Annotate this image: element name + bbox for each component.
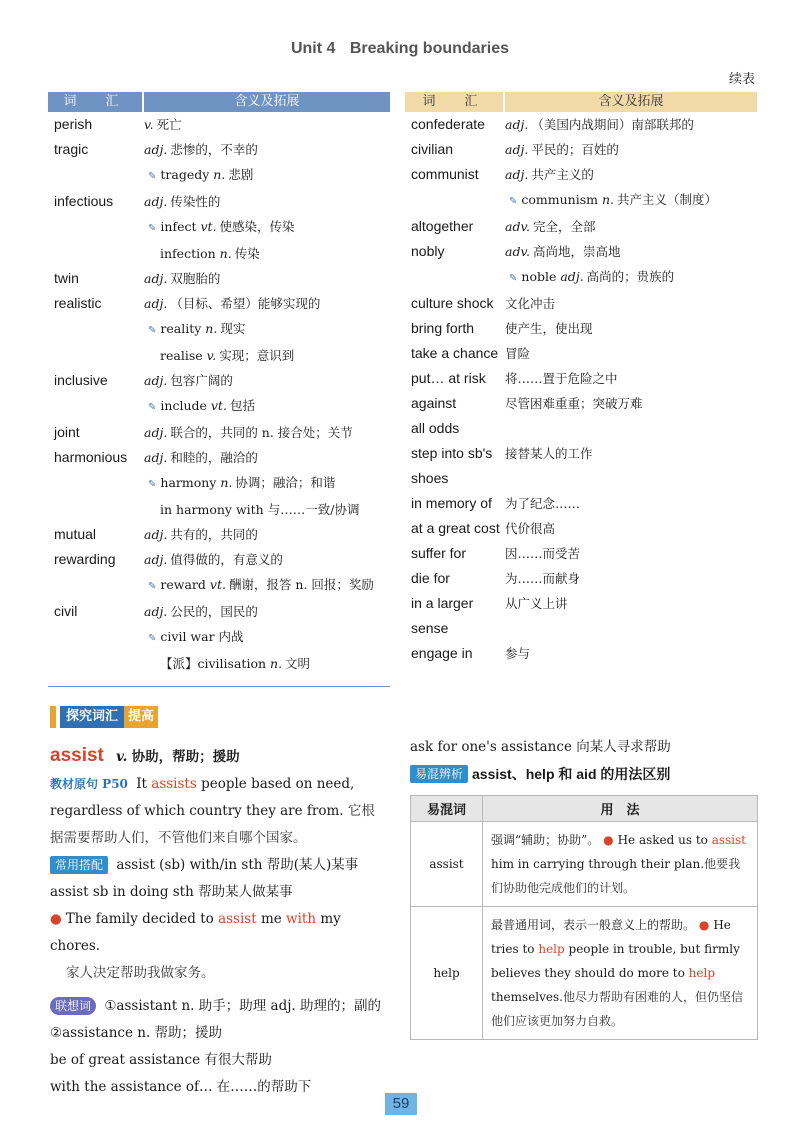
vocab-word: shoes [411, 470, 449, 486]
vocab-row [405, 566, 757, 591]
vocab-row [405, 441, 757, 466]
meaning-text: 酬谢，报答 n. 回报；奖励 [228, 577, 374, 592]
phrase-1: be of great assistance 有很大帮助 [50, 1052, 272, 1068]
meaning-text: 传染性的 [170, 194, 221, 209]
vocab-meaning [505, 441, 757, 466]
part-of-speech: n. [220, 475, 233, 490]
pencil-icon: ✎ [148, 223, 157, 234]
vocab-word: take a chance [411, 345, 499, 361]
vocab-word: nobly [411, 243, 445, 259]
vocab-table-header [48, 92, 390, 112]
collocation-tag: 常用搭配 [50, 856, 108, 874]
vocab-row [48, 291, 390, 316]
meaning-text: 共有的，共同的 [170, 527, 258, 542]
meaning-text: 文明 [285, 656, 311, 671]
vocab-row [405, 641, 757, 666]
vocab-row [48, 522, 390, 547]
vocab-word: step into sb's [411, 445, 493, 461]
vocab-row [48, 241, 390, 266]
vocab-row [405, 316, 757, 341]
vocab-meaning [505, 391, 757, 416]
part-of-speech: adj. [144, 373, 168, 388]
bullet-dot-icon: ● [599, 833, 614, 847]
meaning-text: 现实 [220, 321, 246, 336]
phrase-2: with the assistance of… 在……的帮助下 [50, 1079, 312, 1095]
usage-cell [483, 822, 758, 907]
vocab-word: suffer for [411, 545, 466, 561]
example-highlight: with [286, 911, 317, 927]
meaning-text: 高尚的；贵族的 [586, 269, 675, 284]
vocab-meaning [505, 264, 757, 291]
vocab-row [405, 291, 757, 316]
vocab-word: in memory of [411, 495, 492, 511]
vocab-word: at a great cost [411, 520, 500, 536]
vocab-table-body [48, 112, 390, 687]
vocab-word: communist [411, 166, 479, 182]
vocab-table-left [48, 92, 390, 687]
meaning-text: 内战 [218, 629, 244, 644]
part-of-speech: adv. [505, 219, 531, 234]
vocab-word: infectious [54, 193, 114, 209]
meaning-text: 悲剧 [228, 167, 254, 182]
part-of-speech: n. [601, 192, 615, 207]
vocab-row [48, 343, 390, 368]
association-tag: 联想词 [50, 997, 96, 1015]
meaning-text: 包容广阔的 [170, 373, 233, 388]
vocab-row [48, 368, 390, 393]
col-meaning-header: 含义及拓展 [598, 94, 664, 109]
vocab-row [48, 316, 390, 343]
meaning-text: 共产主义的 [531, 167, 594, 182]
vocab-meaning [144, 189, 390, 214]
vocab-word: harmonious [54, 449, 128, 465]
derived-word: reward [160, 577, 206, 592]
vocab-row [48, 497, 390, 522]
vocab-row [405, 516, 757, 541]
vocab-meaning [144, 651, 390, 676]
vocab-row [48, 112, 390, 137]
vocab-row [48, 393, 390, 420]
meaning-text: 文化冲击 [505, 296, 556, 311]
meaning-text: 因……而受苦 [505, 546, 581, 561]
table-row [411, 822, 758, 907]
vocab-row [405, 137, 757, 162]
vocab-row [48, 624, 390, 651]
vocab-word: inclusive [54, 372, 108, 388]
example-text: people in trouble, but firmly believes they should do more to [491, 942, 740, 980]
part-of-speech: vt. [210, 398, 227, 413]
meaning-text: 包括 [229, 398, 255, 413]
example-translation: 他尽力帮助有困难的人，但仍坚信他们应该更加努力自救。 [491, 990, 743, 1028]
vocab-meaning [505, 291, 757, 316]
vocab-meaning [505, 112, 757, 137]
meaning-text: 共产主义（制度） [617, 192, 718, 207]
col-header-word: 易混词 [411, 796, 483, 822]
meaning-text: （目标、希望）能够实现的 [170, 296, 321, 311]
part-of-speech: adj. [144, 296, 168, 311]
example-translation: 他要我们协助他完成他们的计划。 [491, 857, 741, 895]
bullet-dot-icon: ● [50, 911, 62, 927]
vocab-meaning [144, 214, 390, 241]
vocab-row [48, 599, 390, 624]
part-of-speech: n. [205, 321, 218, 336]
pencil-icon: ✎ [148, 633, 157, 644]
vocab-meaning [144, 470, 390, 497]
vocab-meaning [505, 187, 757, 214]
vocab-meaning [144, 241, 390, 266]
vocab-word: tragic [54, 141, 89, 157]
example-text: him in carrying through their plan. [491, 857, 705, 871]
example-text: me [256, 911, 287, 927]
vocab-word: joint [54, 424, 80, 440]
part-of-speech: v. [144, 117, 154, 132]
explore-right-column [410, 734, 760, 784]
source-tag: 教材原句 P50 [50, 777, 128, 791]
col-header-usage: 用 法 [483, 796, 758, 822]
collocation-2: assist sb in doing sth 帮助某人做某事 [50, 884, 293, 900]
meaning-text: 值得做的，有意义的 [170, 552, 283, 567]
headword-line [50, 742, 388, 771]
meaning-text: 和睦的，融洽的 [170, 450, 258, 465]
derived-word: reality [160, 321, 202, 336]
vocab-word: die for [411, 570, 450, 586]
meaning-text: 高尚地，崇高地 [533, 244, 621, 259]
vocab-word: altogether [411, 218, 474, 234]
confusable-word: help [411, 907, 483, 1040]
vocab-meaning [505, 591, 757, 616]
vocab-row [48, 420, 390, 445]
derived-word: infection [160, 246, 216, 261]
example-translation: 家人决定帮助我做家务。 [66, 965, 215, 981]
col-word-header: 词 汇 [405, 92, 505, 112]
part-of-speech: adj. [505, 117, 529, 132]
example-highlight: help [688, 966, 716, 980]
vocab-row [405, 491, 757, 516]
vocab-row [48, 651, 390, 676]
phrase-3: ask for one's assistance 向某人寻求帮助 [410, 739, 671, 755]
meaning-text: 使感染，传染 [219, 219, 295, 234]
vocab-row [405, 391, 757, 416]
vocab-meaning [505, 239, 757, 264]
meaning-text: 双胞胎的 [170, 271, 221, 286]
vocab-word: in a larger [411, 595, 474, 611]
vocab-meaning [505, 316, 757, 341]
derived-word: infect [160, 219, 197, 234]
vocab-table-header [405, 92, 757, 112]
derived-word: tragedy [160, 167, 210, 182]
vocab-meaning [144, 162, 390, 189]
vocab-row [405, 162, 757, 187]
page-title [0, 40, 800, 58]
vocab-row [405, 112, 757, 137]
vocab-meaning [505, 641, 757, 666]
vocab-row [405, 264, 757, 291]
meaning-text: （美国内战期间）南部联邦的 [531, 117, 694, 132]
meaning-text: 冒险 [505, 346, 531, 361]
pencil-icon: ✎ [509, 273, 518, 284]
vocab-row [405, 239, 757, 264]
derived-word: noble [521, 269, 557, 284]
vocab-meaning [505, 137, 757, 162]
vocab-word: realistic [54, 295, 102, 311]
collocation-1: assist (sb) with/in sth 帮助(某人)某事 [116, 857, 359, 873]
page-number: 59 [385, 1093, 417, 1115]
vocab-row [405, 366, 757, 391]
vocab-row [48, 572, 390, 599]
confusion-tag: 易混辨析 [410, 765, 468, 783]
banner-label: 探究词汇 [60, 706, 124, 728]
headword-meaning: 协助，帮助；援助 [131, 749, 240, 765]
vocab-word: put… at risk [411, 370, 486, 386]
meaning-text: 悲惨的，不幸的 [170, 142, 258, 157]
part-of-speech: adv. [505, 244, 531, 259]
vocab-table-right [405, 92, 757, 697]
vocab-meaning [144, 112, 390, 137]
vocab-meaning [505, 566, 757, 591]
vocab-word: rewarding [54, 551, 116, 567]
unit-label: Unit 4 [290, 40, 336, 57]
association-1: ①assistant n. 助手；助理 adj. 助理的；副的 [104, 998, 381, 1014]
meaning-text: 将……置于危险之中 [505, 371, 618, 386]
vocab-word: engage in [411, 645, 473, 661]
derived-word: communism [521, 192, 598, 207]
usage-cell [483, 907, 758, 1040]
part-of-speech: adj. [505, 167, 529, 182]
vocab-meaning [505, 214, 757, 239]
vocab-meaning [505, 541, 757, 566]
part-of-speech: adj. [144, 450, 168, 465]
part-of-speech: v. [206, 348, 217, 363]
meaning-text: 平民的；百姓的 [531, 142, 619, 157]
vocab-meaning [144, 572, 390, 599]
vocab-word: mutual [54, 526, 97, 542]
association-2: ②assistance n. 帮助；援助 [50, 1025, 223, 1041]
vocab-meaning [505, 162, 757, 187]
meaning-text: 为了纪念…… [505, 496, 581, 511]
confusion-title-line [410, 764, 760, 784]
part-of-speech: n. [219, 246, 232, 261]
vocab-word: twin [54, 270, 79, 286]
example-text: themselves. [491, 990, 563, 1004]
meaning-text: 传染 [234, 246, 260, 261]
vocab-word: sense [411, 620, 449, 636]
derived-word: civil war [160, 629, 215, 644]
vocab-meaning [505, 516, 757, 541]
part-of-speech: adj. [144, 604, 168, 619]
vocab-row [48, 266, 390, 291]
unit-title: Breaking boundaries [349, 40, 510, 57]
confusion-title: assist、help 和 aid 的用法区别 [472, 766, 671, 782]
part-of-speech: n. [270, 656, 283, 671]
usage-text: 强调“辅助；协助”。 [491, 833, 600, 847]
vocab-meaning [505, 341, 757, 366]
part-of-speech: adj. [144, 194, 168, 209]
derived-word: realise [160, 348, 203, 363]
vocab-meaning [144, 368, 390, 393]
vocab-meaning [144, 445, 390, 470]
vocab-row [405, 466, 757, 491]
source-text: people based on need, regardless of which country they are from. [50, 776, 355, 819]
meaning-text: 为……而献身 [505, 571, 581, 586]
vocab-row [48, 547, 390, 572]
meaning-text: 死亡 [156, 117, 182, 132]
headword: assist [50, 745, 104, 766]
part-of-speech: adj. [144, 142, 168, 157]
vocab-meaning [144, 316, 390, 343]
meaning-text: 代价很高 [505, 521, 556, 536]
association-line [50, 993, 388, 1020]
pencil-icon: ✎ [148, 581, 157, 592]
vocab-meaning [144, 624, 390, 651]
vocab-meaning [144, 266, 390, 291]
banner-label-level: 提高 [124, 706, 158, 728]
vocab-word: all odds [411, 420, 460, 436]
vocab-row [405, 214, 757, 239]
collocation-line [50, 852, 388, 879]
headword-pos: v. [116, 749, 128, 765]
derived-word: include [160, 398, 207, 413]
vocab-meaning [144, 343, 390, 368]
vocab-meaning [144, 137, 390, 162]
vocab-row [405, 541, 757, 566]
part-of-speech: adj. [144, 527, 168, 542]
vocab-row [48, 214, 390, 241]
vocab-row [48, 470, 390, 497]
example-highlight: help [538, 942, 565, 956]
vocab-meaning [144, 599, 390, 624]
vocab-meaning [144, 291, 390, 316]
vocab-row [405, 187, 757, 214]
meaning-text: 使产生，使出现 [505, 321, 593, 336]
vocab-meaning [144, 547, 390, 572]
vocab-meaning [505, 491, 757, 516]
example-text: The family decided to [65, 911, 219, 927]
table-row [411, 907, 758, 1040]
meaning-text: 从广义上讲 [505, 596, 568, 611]
part-of-speech: n. [213, 167, 226, 182]
pencil-icon: ✎ [148, 402, 157, 413]
pencil-icon: ✎ [148, 171, 157, 182]
vocab-row [405, 416, 757, 441]
vocab-word: civil [54, 603, 78, 619]
example-highlight: assist [711, 833, 746, 847]
vocab-meaning [144, 420, 390, 445]
part-of-speech: adj. [505, 142, 529, 157]
part-of-speech: adj. [144, 552, 168, 567]
col-word-header: 词 汇 [48, 92, 144, 112]
explore-column [50, 742, 388, 1101]
part-of-speech: adj. [560, 269, 584, 284]
source-sentence [50, 771, 388, 852]
meaning-text: 联合的，共同的 n. 接合处；关节 [170, 425, 353, 440]
bullet-dot-icon: ● [695, 918, 710, 932]
continued-label: 续表 [728, 72, 755, 87]
pencil-icon: ✎ [509, 196, 518, 207]
vocab-row [405, 591, 757, 616]
vocab-meaning [144, 497, 390, 522]
meaning-text: 公民的，国民的 [170, 604, 258, 619]
source-translation: 它根据需要帮助人们，不管他们来自哪个国家。 [50, 803, 375, 846]
meaning-text: 实现；意识到 [219, 348, 295, 363]
vocab-meaning [505, 366, 757, 391]
meaning-text: 完全，全部 [533, 219, 596, 234]
pencil-icon: ✎ [148, 325, 157, 336]
pencil-icon: ✎ [148, 479, 157, 490]
vocab-word: culture shock [411, 295, 494, 311]
vocab-word: bring forth [411, 320, 475, 336]
example-text: He asked us to [617, 833, 712, 847]
meaning-text: 尽管困难重重；突破万难 [505, 396, 643, 411]
derived-word: harmony [160, 475, 217, 490]
vocab-meaning [144, 393, 390, 420]
meaning-text: 与……一致/协调 [267, 502, 360, 517]
derived-word: 【派】civilisation [160, 656, 267, 671]
vocab-table-body [405, 112, 757, 697]
example-text: He tries to [491, 918, 731, 956]
part-of-speech: adj. [144, 425, 168, 440]
derived-word: in harmony with [160, 502, 264, 517]
vocab-word: confederate [411, 116, 485, 132]
section-banner [50, 706, 158, 728]
confusion-table [410, 795, 758, 1040]
vocab-word: perish [54, 116, 93, 132]
example-text: my chores. [50, 911, 341, 954]
example-highlight: assist [218, 911, 257, 927]
meaning-text: 接替某人的工作 [505, 446, 593, 461]
part-of-speech: adj. [144, 271, 168, 286]
confusable-word: assist [411, 822, 483, 907]
vocab-row [48, 162, 390, 189]
source-text: It [136, 776, 152, 792]
vocab-row [48, 137, 390, 162]
vocab-row [405, 616, 757, 641]
vocab-row [405, 341, 757, 366]
usage-text: 最普通用词，表示一般意义上的帮助。 [491, 918, 696, 932]
source-highlight: assists [151, 776, 197, 792]
meaning-text: 协调；融洽；和谐 [235, 475, 336, 490]
meaning-text: 参与 [505, 646, 531, 661]
banner-bar [50, 706, 56, 728]
example-line [50, 906, 388, 960]
vocab-row [48, 189, 390, 214]
vocab-row [48, 445, 390, 470]
vocab-word: civilian [411, 141, 454, 157]
part-of-speech: vt. [200, 219, 217, 234]
vocab-meaning [144, 522, 390, 547]
table-header-row [411, 796, 758, 822]
col-meaning-header: 含义及拓展 [234, 94, 300, 109]
vocab-word: against [411, 395, 457, 411]
part-of-speech: vt. [209, 577, 226, 592]
